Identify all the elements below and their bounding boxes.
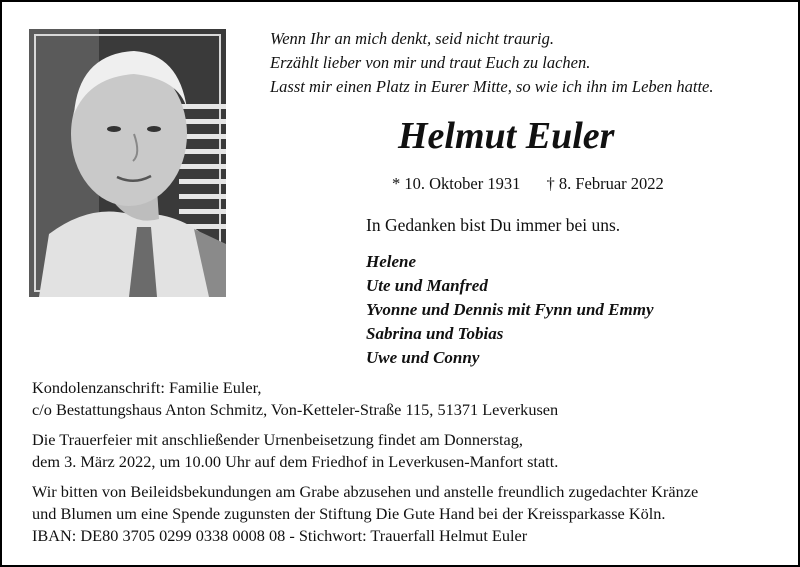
death-date: † 8. Februar 2022 [546, 174, 664, 193]
family-member: Ute und Manfred [366, 276, 488, 295]
donation-request [32, 481, 698, 547]
donation-line: IBAN: DE80 3705 0299 0338 0008 08 - Stichwort: Trauerfall Helmut Euler [32, 526, 528, 545]
donation-line: und Blumen um eine Spende zugunsten der Stiftung Die Gute Hand bei der Kreissparkasse Köln. [32, 504, 666, 523]
poem-line: Wenn Ihr an mich denkt, seid nicht traurig. [270, 29, 554, 48]
funeral-ceremony-info [32, 429, 558, 473]
family-list [366, 250, 654, 370]
donation-line: Wir bitten von Beileidsbekundungen am Grabe abzusehen und anstelle freundlich zugedachter Kränze [32, 482, 699, 501]
portrait-photo [29, 29, 226, 297]
family-member: Uwe und Conny [366, 348, 480, 367]
family-member: Yvonne und Dennis mit Fynn und Emmy [366, 300, 654, 319]
family-member: Helene [366, 252, 417, 271]
portrait-image [29, 29, 226, 297]
ceremony-line: dem 3. März 2022, um 10.00 Uhr auf dem Friedhof in Leverkusen-Manfort statt. [32, 452, 559, 471]
life-dates [392, 174, 664, 194]
poem [270, 27, 780, 99]
ceremony-line: Die Trauerfeier mit anschließender Urnenbeisetzung findet am Donnerstag, [32, 430, 523, 449]
poem-line: Erzählt lieber von mir und traut Euch zu lachen. [270, 53, 591, 72]
family-member: Sabrina und Tobias [366, 324, 504, 343]
deceased-name: Helmut Euler [398, 115, 615, 157]
birth-date: * 10. Oktober 1931 [392, 174, 521, 193]
condolence-address [32, 377, 558, 421]
poem-line: Lasst mir einen Platz in Eurer Mitte, so wie ich ihn im Leben hatte. [270, 77, 714, 96]
remembrance-line: In Gedanken bist Du immer bei uns. [366, 215, 621, 235]
condolence-line: Kondolenzanschrift: Familie Euler, [32, 378, 262, 397]
condolence-line: c/o Bestattungshaus Anton Schmitz, Von-Ketteler-Straße 115, 51371 Leverkusen [32, 400, 559, 419]
